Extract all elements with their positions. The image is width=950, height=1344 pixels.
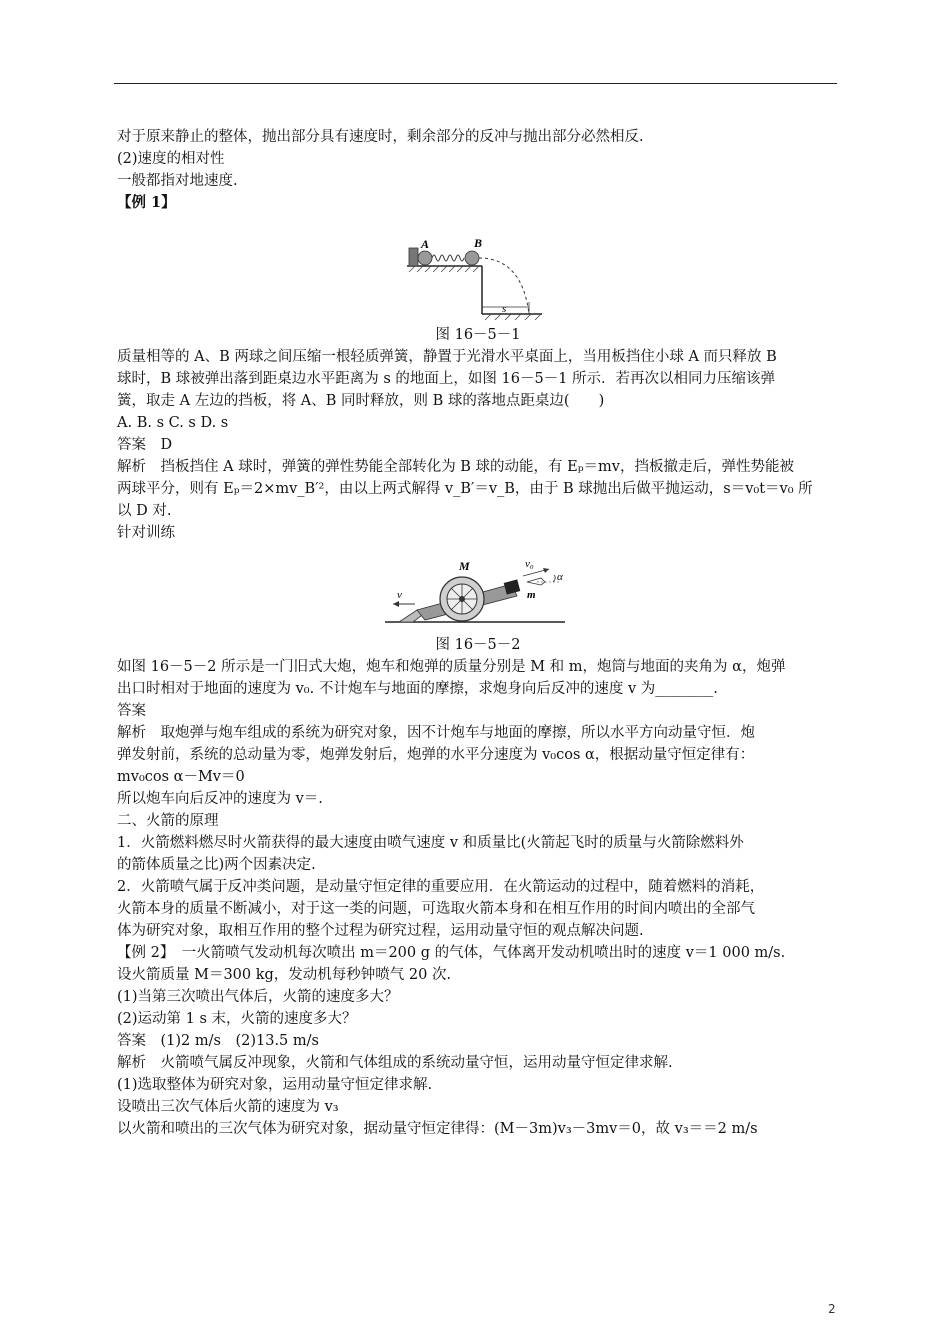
text-line: 如图 16－5－2 所示是一门旧式大炮，炮车和炮弹的质量分别是 M 和 m，炮筒与地面的夹角为 α，炮弹 xyxy=(117,659,786,675)
text-line: (2)运动第 1 s 末，火箭的速度多大？ xyxy=(117,1011,357,1027)
figure2-label-v: v xyxy=(397,589,402,601)
text-line: 球时，B 球被弹出落到距桌边水平距离为 s 的地面上，如图 16－5－1 所示．若再次以相同力压缩该弹 xyxy=(117,371,776,387)
text-line: 体为研究对象，取相互作用的整个过程为研究过程，运用动量守恒的观点解决问题. xyxy=(117,923,644,939)
text-line: 所以炮车向后反冲的速度为 v＝. xyxy=(117,791,323,807)
text-line: 质量相等的 A、B 两球之间压缩一根轻质弹簧，静置于光滑水平桌面上，当用板挡住小球 A 而只释放 B xyxy=(117,349,777,365)
figure-16-5-1 xyxy=(117,214,839,324)
figure1-label-a: A xyxy=(421,237,430,251)
text-line: 出口时相对于地面的速度为 v₀. 不计炮车与地面的摩擦，求炮身向后反冲的速度 v 为________. xyxy=(117,681,718,697)
figure1-caption: 图 16－5－1 xyxy=(435,327,521,343)
answer-line: 答案 xyxy=(117,703,146,719)
figure2-label-m-big: M xyxy=(459,559,470,573)
figure2-label-m-small: m xyxy=(527,589,536,601)
figure-16-5-2 xyxy=(117,544,839,634)
text-line: 解析 火箭喷气属反冲现象，火箭和气体组成的系统动量守恒，运用动量守恒定律求解. xyxy=(117,1055,673,1071)
answer-line: 答案 D xyxy=(117,437,173,453)
text-line: (2)速度的相对性 xyxy=(117,151,225,167)
options-line: A. B. s C. s D. s xyxy=(117,415,229,431)
text-line: 两球平分，则有 Eₚ＝2×mv_B′²，由以上两式解得 v_B′＝v_B，由于 B 球抛出后做平抛运动，s＝v₀t＝v₀ 所 xyxy=(117,481,813,497)
text-line: 解析 挡板挡住 A 球时，弹簧的弹性势能全部转化为 B 球的动能，有 Eₚ＝mv，挡板撤走后，弹性势能被 xyxy=(117,459,794,475)
text-line: 2．火箭喷气属于反冲类问题，是动量守恒定律的重要应用．在火箭运动的过程中，随着燃料的消耗， xyxy=(117,879,765,895)
text-line: 设火箭质量 M＝300 kg，发动机每秒钟喷气 20 次. xyxy=(117,967,452,983)
header-rule xyxy=(114,83,837,84)
figure2-label-alpha: α xyxy=(557,571,563,583)
page-body xyxy=(117,126,839,1140)
text-line: (1)选取整体为研究对象，运用动量守恒定律求解. xyxy=(117,1077,433,1093)
example-1-heading: 【例 1】 xyxy=(117,194,176,211)
text-line: 解析 取炮弹与炮车组成的系统为研究对象，因不计炮车与地面的摩擦，所以水平方向动量守恒．炮 xyxy=(117,725,755,741)
text-line: 簧，取走 A 左边的挡板，将 A、B 同时释放，则 B 球的落地点距桌边( ) xyxy=(117,393,605,409)
example-2-heading: 【例 2】 一火箭喷气发动机每次喷出 m＝200 g 的气体，气体离开发动机喷出时的速度 v＝1 000 m/s. xyxy=(117,945,786,961)
page-number: 2 xyxy=(828,1302,836,1316)
figure2-caption: 图 16－5－2 xyxy=(435,637,521,653)
section-heading: 二、火箭的原理 xyxy=(117,813,219,829)
text-line: 1．火箭燃料燃尽时火箭获得的最大速度由喷气速度 v 和质量比(火箭起飞时的质量与火箭除燃料外 xyxy=(117,835,744,851)
text-line: 以 D 对. xyxy=(117,503,172,519)
text-line: 以火箭和喷出的三次气体为研究对象，据动量守恒定律得：(M－3m)v₃－3mv＝0，故 v₃＝＝2 m/s xyxy=(117,1121,758,1137)
text-line: 设喷出三次气体后火箭的速度为 v₃ xyxy=(117,1099,339,1115)
training-heading: 针对训练 xyxy=(117,525,175,541)
text-line: 弹发射前，系统的总动量为零，炮弹发射后，炮弹的水平分速度为 v₀cos α，根据动量守恒定律有： xyxy=(117,747,755,763)
text-line: 火箭本身的质量不断减小，对于这一类的问题，可选取火箭本身和在相互作用的时间内喷出的全部气 xyxy=(117,901,755,917)
answer-line: 答案 (1)2 m/s (2)13.5 m/s xyxy=(117,1033,319,1049)
text-line: 一般都指对地速度. xyxy=(117,173,238,189)
equation-line: mv₀cos α－Mv＝0 xyxy=(117,769,245,785)
figure1-label-s: s xyxy=(502,303,507,315)
text-line: (1)当第三次喷出气体后，火箭的速度多大？ xyxy=(117,989,399,1005)
figure1-label-b: B xyxy=(474,236,483,250)
figure2-label-v0: v₀ xyxy=(525,558,534,570)
text-line: 对于原来静止的整体，抛出部分具有速度时，剩余部分的反冲与抛出部分必然相反. xyxy=(117,129,644,145)
text-line: 的箭体质量之比)两个因素决定. xyxy=(117,857,316,873)
